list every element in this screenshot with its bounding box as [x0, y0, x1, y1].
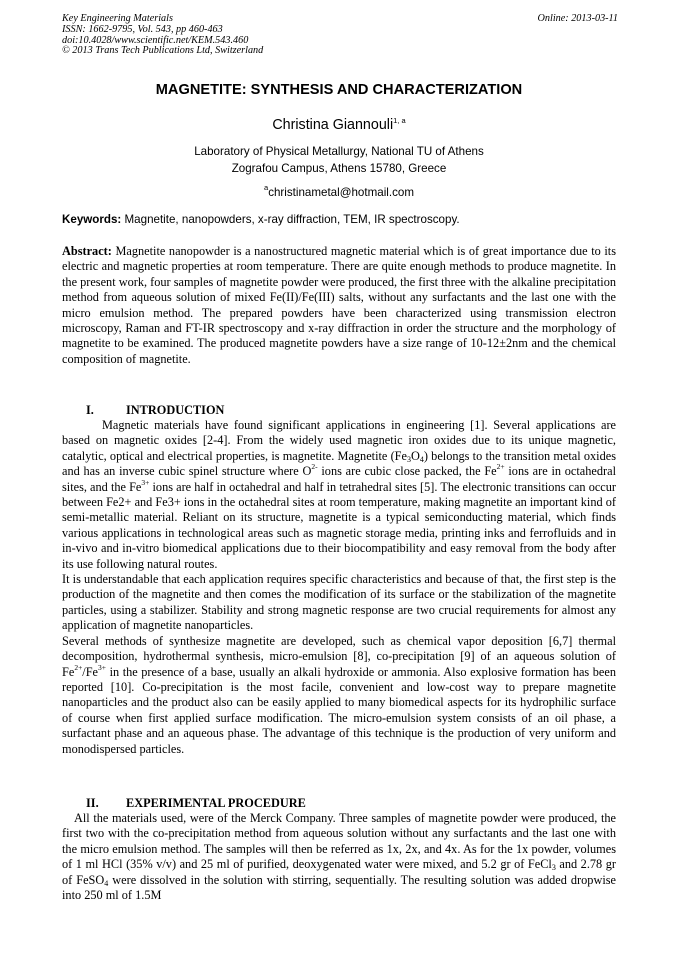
abstract-label: Abstract:	[62, 244, 112, 258]
copyright-line: © 2013 Trans Tech Publications Ltd, Switzerland	[62, 45, 264, 57]
paragraph: Magnetic materials have found significant applications in engineering [1]. Several applications are based on magnetic oxides [2-4]. From the widely used magnetic iron oxides due to its unique magnetic, catalytic, optical and electrical properties, is magnetite. Magnetite $(Fe_3O_4)$ belongs to the transition metal oxides and has an inverse cubic spinel structure where $O^{2-}$ ions are cubic close packed, the $Fe^{2+}$ ions are in octahedral sites, and the $Fe^{3+}$ ions are half in octahedral and half in tetrahedral sites [5]. The electronic transitions can occur between Fe2+ and Fe3+ ions in the octahedral sites at room temperature, making magnetite an important kind of semi-metallic material. Reliant on its structure, magnetite is a typical semiconducting material, which finds various applications in technological areas such as magnetic storage media, printing inks and ferrofluids and in in-vivo and in-vitro biomedical applications due to their biocompatibility and easy removal from the body after its use following natural routes.	[62, 418, 617, 571]
email-mark: a	[264, 183, 269, 192]
paragraph: Several methods of synthesize magnetite are developed, such as chemical vapor deposition [6,7] thermal decomposition, hydrothermal synthesis, micro-emulsion [8], co-precipitation [9] of an aqueous solution of $Fe^{2+}/Fe^{3+}$ in the presence of a base, usually an alkali hydroxide or ammonia. Also explosive formation has been reported [10]. Co-precipitation is the most facile, convenient and low-cost way to prepare magnetite nanoparticles and the product also can be easily applied to many biomedical aspects for its hydrophilic surface of course when first applied surface modification. The micro-emulsion system consists of an oil phase, a surfactant phase and an aqueous phase. The advantage of this technique is the production of very uniform and monodispersed particles.	[62, 633, 616, 756]
experimental-body	[62, 811, 616, 903]
author-name: Christina Giannouli	[272, 117, 394, 133]
section-title: EXPERIMENTAL PROCEDURE	[126, 796, 306, 810]
affiliation	[0, 143, 678, 177]
section-number: II.	[86, 796, 99, 810]
keywords	[62, 213, 618, 226]
paragraph: It is understandable that each application requires specific characteristics and because of that, the first step is the production of the magnetite and then comes the modification of its surface or the stabilization of the magnetite particles, using a stabilizer. Stability and strong magnetic response are two crucial requirements for almost any application of magnetite nanoparticles.	[62, 572, 616, 633]
doi-line: doi:10.4028/www.scientific.net/KEM.543.460	[62, 34, 249, 46]
journal-header	[62, 14, 618, 57]
online-date: Online: 2013-03-11	[537, 13, 618, 24]
keywords-label: Keywords:	[62, 213, 122, 226]
journal-name: Key Engineering Materials	[62, 13, 173, 24]
issn-line: ISSN: 1662-9795, Vol. 543, pp 460-463	[62, 23, 223, 35]
affiliation-line-1: Laboratory of Physical Metallurgy, National TU of Athens	[194, 145, 484, 158]
section-heading-experimental	[86, 796, 306, 811]
author-email	[0, 183, 678, 199]
paragraph: All the materials used, were of the Merck Company. Three samples of magnetite powder were produced, the first two with the co-precipitation method from aqueous solution without any surfactants and the last one with the micro emulsion method. The samples will then be referred as 1x, 2x, and 4x. As for the 1x powder, volumes of 1 ml HCl (35% v/v) and 25 ml of purified, deoxygenated water were mixed, and 5.2 gr of FeCl$_3$ and 2.78 gr of FeSO$_4$ were dissolved in the solution with stirring, sequentially. The resulting solution was added dropwise into 250 ml of 1.5M	[62, 811, 616, 903]
section-number: I.	[86, 403, 94, 417]
affiliation-line-2: Zografou Campus, Athens 15780, Greece	[231, 162, 447, 175]
abstract-text: Magnetite nanopowder is a nanostructured magnetic material which is of great importance due to its electric and magnetic properties at room temperature. There are quite enough methods to produce magnetite. In the present work, four samples of magnetite powder were produced, the first three with the alkaline precipitation method from aqueous solution of mixed Fe(II)/Fe(III) salts, without any surfactants and the last one with the micro emulsion method. The prepared powders have been characterized using transmission electron microscopy, Raman and FT-IR spectroscopy and x-ray diffraction in order the structure and the morphology of magnetite to be examined. The produced magnetite powders have a size range of 10-12±2nm and the chemical composition of magnetite.	[62, 244, 616, 366]
abstract	[62, 244, 616, 367]
author-line	[0, 117, 678, 133]
paper-title: MAGNETITE: SYNTHESIS AND CHARACTERIZATION	[155, 82, 523, 98]
email-address[interactable]: christinametal@hotmail.com	[268, 186, 414, 199]
section-title: INTRODUCTION	[126, 403, 225, 417]
keywords-text: Magnetite, nanopowders, x-ray diffraction, TEM, IR spectroscopy.	[124, 213, 460, 226]
introduction-body	[62, 418, 616, 757]
section-heading-introduction	[86, 403, 224, 418]
author-marks: 1, a	[393, 116, 406, 125]
